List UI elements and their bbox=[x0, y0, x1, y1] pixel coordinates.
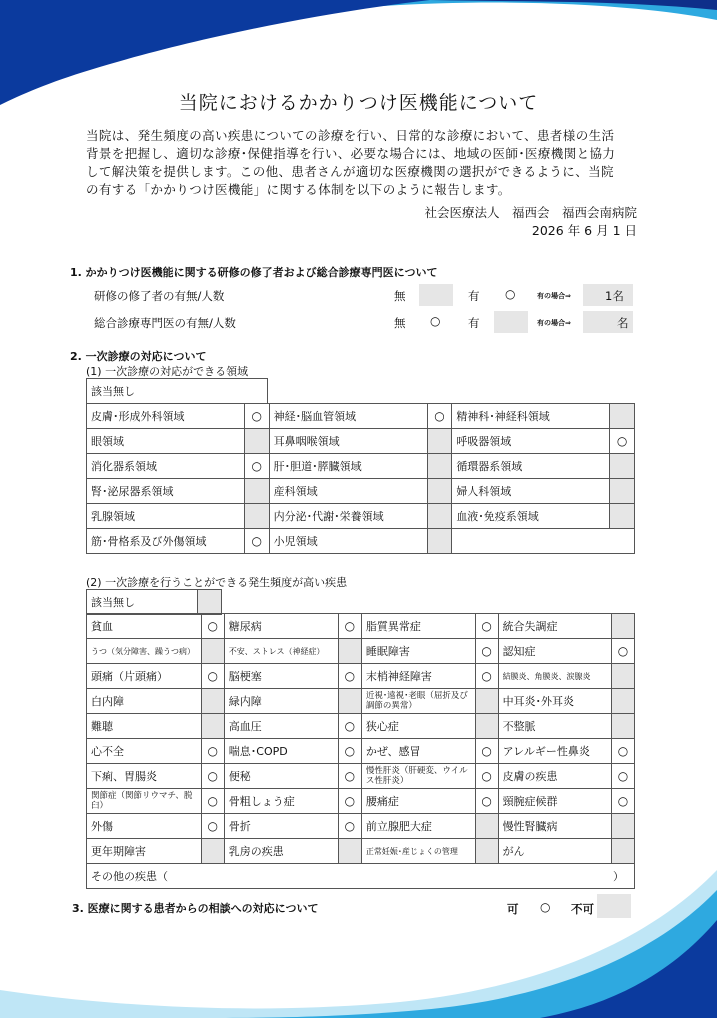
disease-check[interactable] bbox=[475, 714, 498, 739]
disease-label: 下痢、胃腸炎 bbox=[87, 764, 202, 789]
disease-check[interactable]: ○ bbox=[201, 739, 224, 764]
consult-ok-mark: ○ bbox=[540, 900, 551, 914]
disease-row bbox=[87, 814, 635, 839]
disease-check[interactable]: ○ bbox=[475, 764, 498, 789]
disease-label: 不整脈 bbox=[498, 714, 611, 739]
disease-label: 頸腕症候群 bbox=[498, 789, 611, 814]
disease-label: うつ（気分障害、躁うつ病） bbox=[87, 639, 202, 664]
disease-label: 骨折 bbox=[224, 814, 338, 839]
area-check[interactable] bbox=[427, 504, 452, 529]
disease-label: 緑内障 bbox=[224, 689, 338, 714]
areas-table bbox=[86, 403, 635, 554]
specialist-yes-label: 有 bbox=[468, 316, 480, 330]
area-empty-cell bbox=[452, 529, 635, 554]
disease-none-check[interactable] bbox=[198, 590, 222, 615]
disease-check[interactable] bbox=[201, 839, 224, 864]
section3-heading: 3. 医療に関する患者からの相談への対応について bbox=[72, 902, 319, 915]
disease-check[interactable] bbox=[612, 839, 635, 864]
area-check[interactable] bbox=[427, 454, 452, 479]
disease-label: 関節症（関節リウマチ、脱臼） bbox=[87, 789, 202, 814]
disease-none-label: 該当無し bbox=[87, 590, 198, 615]
other-disease-label: その他の疾患（ bbox=[91, 870, 168, 883]
disease-label: 白内障 bbox=[87, 689, 202, 714]
area-label: 小児領域 bbox=[269, 529, 427, 554]
disease-row bbox=[87, 664, 635, 689]
disease-label: 脳梗塞 bbox=[224, 664, 338, 689]
disease-label: かぜ、感冒 bbox=[361, 739, 475, 764]
disease-label: 狭心症 bbox=[361, 714, 475, 739]
disease-row bbox=[87, 639, 635, 664]
disease-label: アレルギー性鼻炎 bbox=[498, 739, 611, 764]
intro-line: 背景を把握し、適切な診療･保健指導を行い、必要な場合には、地域の医師･医療機関と協力 bbox=[86, 146, 616, 161]
disease-check[interactable]: ○ bbox=[338, 739, 361, 764]
area-row bbox=[87, 504, 635, 529]
disease-label: 前立腺肥大症 bbox=[361, 814, 475, 839]
specialist-no-mark: ○ bbox=[430, 314, 441, 328]
area-label: 血液･免疫系領域 bbox=[452, 504, 610, 529]
training-no-cell[interactable] bbox=[419, 284, 453, 306]
area-label: 耳鼻咽喉領域 bbox=[269, 429, 427, 454]
disease-check[interactable]: ○ bbox=[338, 814, 361, 839]
area-check[interactable] bbox=[244, 429, 269, 454]
organization-name: 社会医療法人 福西会 福西会南病院 bbox=[424, 205, 637, 220]
area-check[interactable]: ○ bbox=[244, 454, 269, 479]
other-disease-close: ） bbox=[613, 870, 624, 883]
section2-sub1: (1) 一次診療の対応ができる領域 bbox=[86, 365, 249, 378]
disease-label: 乳房の疾患 bbox=[224, 839, 338, 864]
area-label: 腎･泌尿器系領域 bbox=[87, 479, 245, 504]
disease-check[interactable]: ○ bbox=[338, 789, 361, 814]
consult-ng-label: 不可 bbox=[571, 902, 594, 916]
specialist-no-label: 無 bbox=[394, 316, 406, 330]
area-row bbox=[87, 404, 635, 429]
disease-check[interactable] bbox=[475, 839, 498, 864]
training-yes-mark: ○ bbox=[505, 287, 516, 301]
disease-check[interactable]: ○ bbox=[201, 764, 224, 789]
area-label: 婦人科領域 bbox=[452, 479, 610, 504]
specialist-label: 総合診療専門医の有無/人数 bbox=[94, 316, 236, 330]
disease-row bbox=[87, 689, 635, 714]
disease-label: 末梢神経障害 bbox=[361, 664, 475, 689]
section2-heading: 2. 一次診療の対応について bbox=[70, 350, 207, 363]
area-check[interactable] bbox=[610, 504, 635, 529]
disease-check[interactable]: ○ bbox=[338, 714, 361, 739]
disease-label: 脂質異常症 bbox=[361, 614, 475, 639]
disease-check[interactable]: ○ bbox=[338, 664, 361, 689]
page-title: 当院におけるかかりつけ医機能について bbox=[178, 92, 539, 114]
disease-check[interactable] bbox=[475, 814, 498, 839]
training-yes-label: 有 bbox=[468, 289, 480, 303]
training-count: 1名 bbox=[605, 289, 624, 303]
area-row bbox=[87, 454, 635, 479]
disease-check[interactable] bbox=[612, 614, 635, 639]
area-label: 産科領域 bbox=[269, 479, 427, 504]
disease-label: 皮膚の疾患 bbox=[498, 764, 611, 789]
disease-none-table bbox=[86, 589, 222, 615]
disease-check[interactable]: ○ bbox=[612, 739, 635, 764]
area-check[interactable]: ○ bbox=[244, 404, 269, 429]
disease-check[interactable] bbox=[201, 714, 224, 739]
disease-check[interactable]: ○ bbox=[201, 789, 224, 814]
intro-line: して解決策を提供します。この他、患者さんが適切な医療機関の選択ができるように、当院 bbox=[86, 164, 614, 179]
area-row bbox=[87, 529, 635, 554]
specialist-count: 名 bbox=[617, 316, 629, 330]
disease-check[interactable] bbox=[338, 689, 361, 714]
specialist-note: 有の場合⇒ bbox=[537, 319, 571, 327]
disease-row bbox=[87, 739, 635, 764]
section2-sub2: (2) 一次診療を行うことができる発生頻度が高い疾患 bbox=[86, 576, 348, 589]
disease-check[interactable] bbox=[338, 839, 361, 864]
area-label: 乳腺領域 bbox=[87, 504, 245, 529]
disease-check[interactable]: ○ bbox=[201, 664, 224, 689]
disease-label: 糖尿病 bbox=[224, 614, 338, 639]
disease-check[interactable]: ○ bbox=[201, 614, 224, 639]
disease-label: 難聴 bbox=[87, 714, 202, 739]
disease-row bbox=[87, 839, 635, 864]
disease-label: 更年期障害 bbox=[87, 839, 202, 864]
area-check[interactable] bbox=[244, 479, 269, 504]
area-label: 筋･骨格系及び外傷領域 bbox=[87, 529, 245, 554]
disease-label: 心不全 bbox=[87, 739, 202, 764]
disease-label: 慢性腎臓病 bbox=[498, 814, 611, 839]
area-row bbox=[87, 429, 635, 454]
disease-row bbox=[87, 764, 635, 789]
intro-line: の有する「かかりつけ医機能」に関する体制を以下のように報告します。 bbox=[86, 182, 511, 197]
disease-label: 外傷 bbox=[87, 814, 202, 839]
area-check[interactable] bbox=[610, 404, 635, 429]
specialist-yes-cell[interactable] bbox=[494, 311, 528, 333]
training-yes-cell[interactable] bbox=[494, 284, 528, 306]
other-disease-row[interactable] bbox=[87, 864, 635, 889]
diseases-table bbox=[86, 613, 635, 889]
area-check[interactable] bbox=[427, 529, 452, 554]
disease-label: 骨粗しょう症 bbox=[224, 789, 338, 814]
disease-check[interactable]: ○ bbox=[612, 639, 635, 664]
area-check[interactable]: ○ bbox=[427, 404, 452, 429]
area-check[interactable] bbox=[427, 479, 452, 504]
disease-check[interactable] bbox=[612, 689, 635, 714]
training-note: 有の場合⇒ bbox=[537, 292, 571, 300]
disease-check[interactable]: ○ bbox=[338, 764, 361, 789]
disease-check[interactable] bbox=[338, 639, 361, 664]
training-no-label: 無 bbox=[394, 289, 406, 303]
disease-check[interactable]: ○ bbox=[612, 764, 635, 789]
area-check[interactable] bbox=[427, 429, 452, 454]
disease-row bbox=[87, 614, 635, 639]
area-check[interactable]: ○ bbox=[610, 429, 635, 454]
disease-label: 睡眠障害 bbox=[361, 639, 475, 664]
disease-check[interactable]: ○ bbox=[338, 614, 361, 639]
disease-row bbox=[87, 789, 635, 814]
area-check[interactable]: ○ bbox=[244, 529, 269, 554]
disease-check[interactable] bbox=[612, 664, 635, 689]
disease-label: 便秘 bbox=[224, 764, 338, 789]
disease-label: 統合失調症 bbox=[498, 614, 611, 639]
area-check[interactable] bbox=[244, 504, 269, 529]
disease-check[interactable] bbox=[612, 814, 635, 839]
training-label: 研修の修了者の有無/人数 bbox=[94, 289, 225, 303]
area-row bbox=[87, 479, 635, 504]
area-label: 呼吸器領域 bbox=[452, 429, 610, 454]
area-label: 皮膚･形成外科領域 bbox=[87, 404, 245, 429]
area-label: 内分泌･代謝･栄養領域 bbox=[269, 504, 427, 529]
disease-label: 中耳炎･外耳炎 bbox=[498, 689, 611, 714]
intro-line: 当院は、発生頻度の高い疾患についての診療を行い、日常的な診療において、患者様の生活 bbox=[86, 128, 615, 143]
disease-label: 慢性肝炎（肝硬変、ウイルス性肝炎） bbox=[361, 764, 475, 789]
disease-check[interactable] bbox=[201, 689, 224, 714]
disease-label: 貧血 bbox=[87, 614, 202, 639]
area-label: 神経･脳血管領域 bbox=[269, 404, 427, 429]
disease-check[interactable]: ○ bbox=[612, 789, 635, 814]
section1-heading: 1. かかりつけ医機能に関する研修の修了者および総合診療専門医について bbox=[70, 266, 438, 279]
area-check[interactable] bbox=[610, 479, 635, 504]
disease-label: 正常妊娠･産じょくの管理 bbox=[361, 839, 475, 864]
area-label: 精神科･神経科領域 bbox=[452, 404, 610, 429]
area-check[interactable] bbox=[610, 454, 635, 479]
disease-check[interactable] bbox=[612, 714, 635, 739]
disease-label: がん bbox=[498, 839, 611, 864]
area-none-label: 該当無し bbox=[87, 379, 268, 404]
disease-label: 不安、ストレス（神経症） bbox=[224, 639, 338, 664]
consult-ok-label: 可 bbox=[507, 902, 519, 916]
consult-ng-cell[interactable] bbox=[597, 894, 631, 918]
area-label: 循環器系領域 bbox=[452, 454, 610, 479]
disease-check[interactable] bbox=[201, 639, 224, 664]
disease-label: 腰痛症 bbox=[361, 789, 475, 814]
disease-check[interactable]: ○ bbox=[475, 739, 498, 764]
disease-check[interactable]: ○ bbox=[475, 614, 498, 639]
disease-check[interactable]: ○ bbox=[475, 639, 498, 664]
disease-label: 頭痛（片頭痛） bbox=[87, 664, 202, 689]
disease-row bbox=[87, 714, 635, 739]
disease-label: 高血圧 bbox=[224, 714, 338, 739]
area-label: 肝･胆道･膵臓領域 bbox=[269, 454, 427, 479]
disease-check[interactable]: ○ bbox=[475, 789, 498, 814]
disease-label: 認知症 bbox=[498, 639, 611, 664]
report-date: 2026 年 6 月 1 日 bbox=[531, 223, 637, 238]
disease-label: 喘息･COPD bbox=[224, 739, 338, 764]
area-label: 消化器系領域 bbox=[87, 454, 245, 479]
intro-text bbox=[86, 127, 646, 199]
disease-check[interactable] bbox=[475, 689, 498, 714]
area-label: 眼領域 bbox=[87, 429, 245, 454]
disease-check[interactable]: ○ bbox=[475, 664, 498, 689]
disease-check[interactable]: ○ bbox=[201, 814, 224, 839]
disease-label: 結膜炎、角膜炎、涙腺炎 bbox=[498, 664, 611, 689]
area-none-table bbox=[86, 378, 268, 404]
disease-label: 近視･遠視･老眼（屈折及び調節の異常） bbox=[361, 689, 475, 714]
